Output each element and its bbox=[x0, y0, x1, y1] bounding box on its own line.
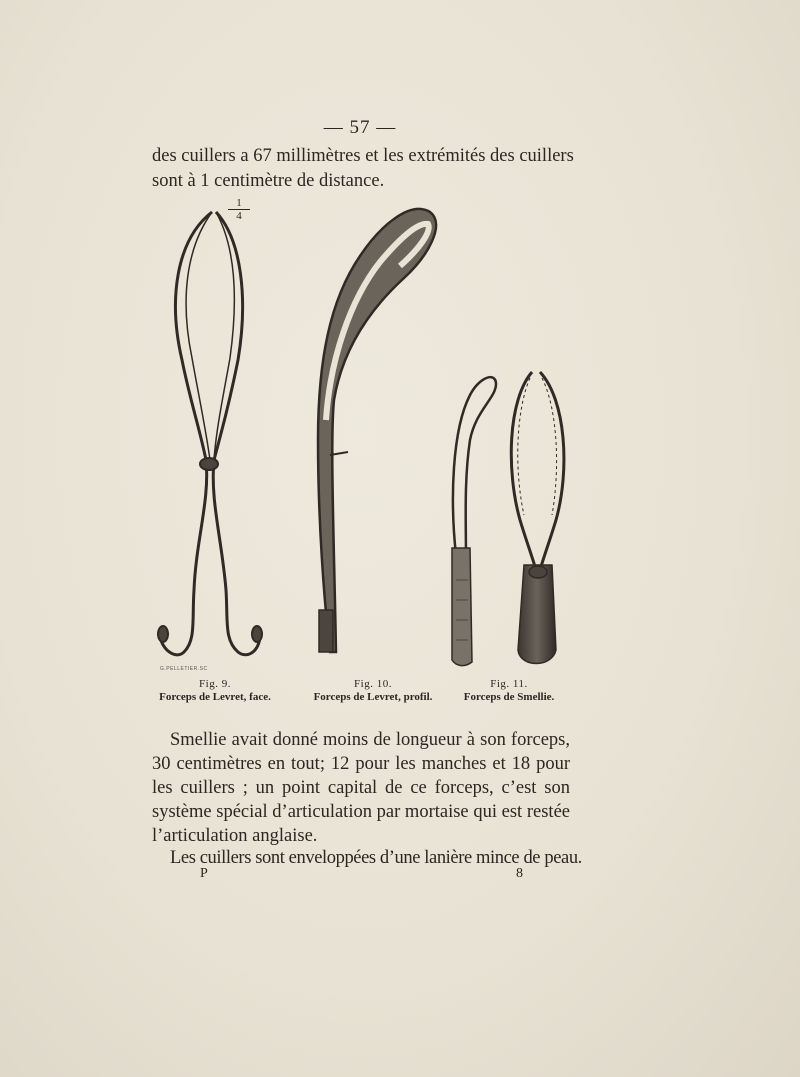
engraver-mark: G.PELLETIER.SC bbox=[160, 666, 208, 672]
signature-number: 8 bbox=[516, 866, 523, 881]
fig9-forceps-drawing bbox=[158, 212, 262, 655]
figure-11-title: Forceps de Smellie. bbox=[463, 691, 555, 703]
figure-9-caption bbox=[150, 678, 280, 703]
signature-letter: P bbox=[200, 866, 208, 881]
scale-denominator: 4 bbox=[236, 210, 242, 222]
figure-10-number: Fig. 10. bbox=[354, 678, 392, 690]
scale-fraction bbox=[228, 198, 250, 221]
figure-9-title: Forceps de Levret, face. bbox=[159, 691, 271, 703]
body-line-4: système spécial d’articulation par mortaise qui est restée bbox=[152, 802, 570, 822]
figure-10-caption bbox=[298, 678, 448, 703]
intro-line-2: sont à 1 centimètre de distance. bbox=[152, 171, 385, 191]
fig11-forceps-face-drawing bbox=[511, 372, 564, 664]
page-number: — 57 — bbox=[323, 117, 397, 138]
body-line-2: 30 centimètres en tout; 12 pour les manches et 18 pour bbox=[152, 754, 570, 774]
intro-line-1: des cuillers a 67 millimètres et les extrémités des cuillers bbox=[152, 146, 574, 166]
figure-10-title: Forceps de Levret, profil. bbox=[313, 691, 433, 703]
body-line-3: les cuillers ; un point capital de ce forceps, c’est son bbox=[152, 778, 570, 798]
body-line-5: l’articulation anglaise. bbox=[152, 826, 318, 846]
figure-11-caption bbox=[454, 678, 564, 703]
figure-11-number: Fig. 11. bbox=[490, 678, 528, 690]
fig11-forceps-profile-drawing bbox=[452, 377, 496, 665]
body-line-6: Les cuillers sont enveloppées d’une lanière mince de peau. bbox=[170, 848, 582, 868]
figure-9-number: Fig. 9. bbox=[199, 678, 231, 690]
body-line-1: Smellie avait donné moins de longueur à son forceps, bbox=[170, 730, 570, 750]
fig10-forceps-drawing bbox=[318, 209, 436, 652]
scale-numerator: 1 bbox=[236, 197, 242, 209]
